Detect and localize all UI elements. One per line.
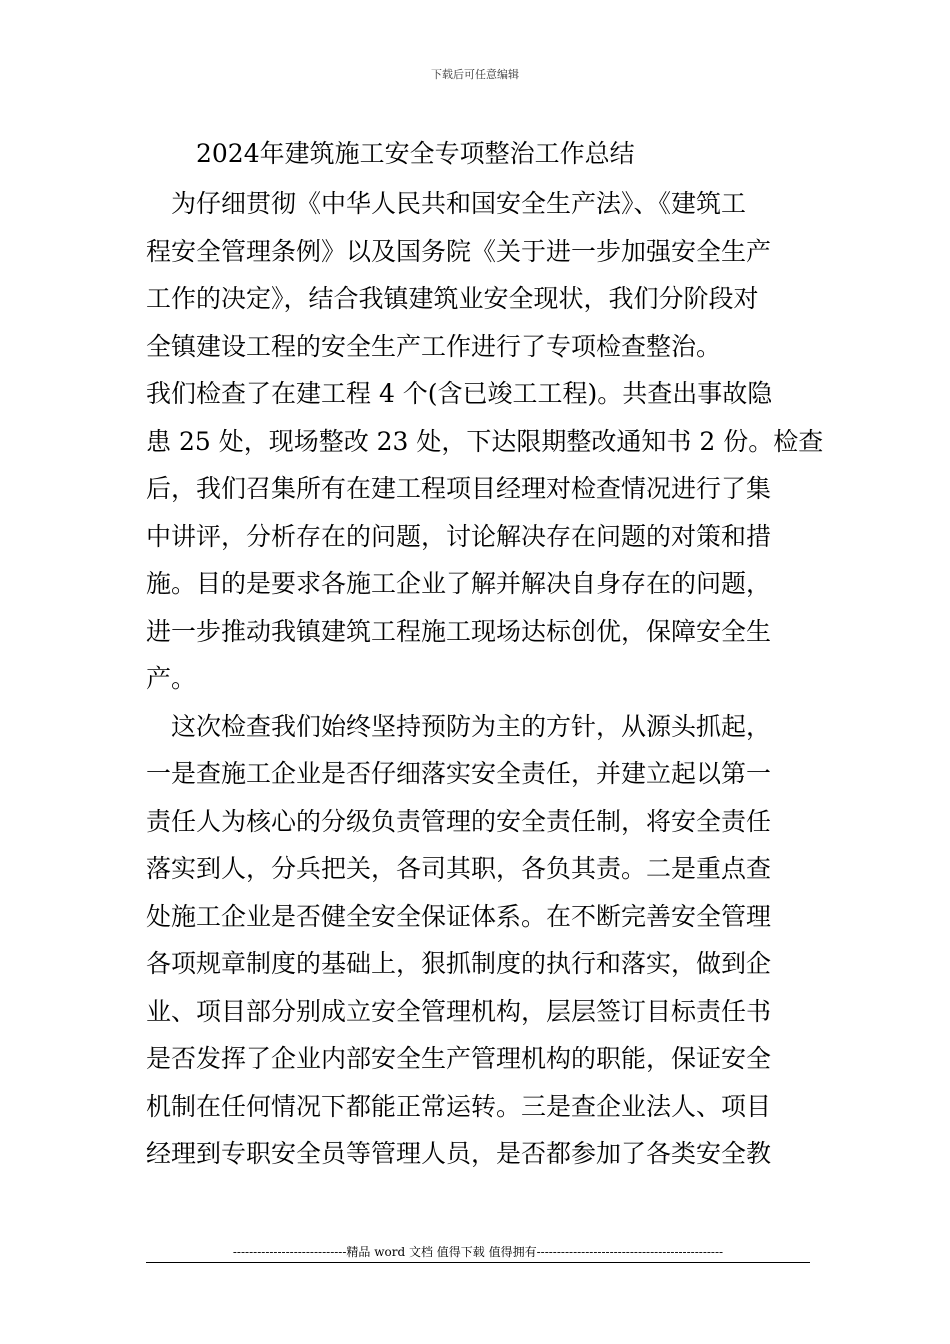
document-body — [146, 180, 824, 1178]
footer-rule — [146, 1262, 810, 1263]
text-line: 施。目的是要求各施工企业了解并解决自身存在的问题， — [146, 569, 772, 598]
text-line: 程安全管理条例》以及国务院《关于进一步加强安全生产 — [146, 236, 772, 266]
text-line: 全镇建设工程的安全生产工作进行了专项检查整治。 — [146, 331, 722, 361]
text-line: 这次检查我们始终坚持预防为主的方针，从源头抓起， — [146, 711, 772, 741]
text-line: 是否发挥了企业内部安全生产管理机构的职能，保证安全 — [146, 1044, 772, 1073]
document-title: 2024年建筑施工安全专项整治工作总结 — [196, 139, 635, 168]
text-line: 落实到人，分兵把关，各司其职，各负其责。二是重点查 — [146, 854, 772, 883]
text-line: 业、项目部分别成立安全管理机构，层层签订目标责任书 — [146, 996, 772, 1026]
text-line: 为仔细贯彻《中华人民共和国安全生产法》、《建筑工 — [146, 189, 747, 218]
text-line: 我们检查了在建工程 4 个(含已竣工工程)。共查出事故隐 — [146, 379, 773, 408]
text-line: 机制在任何情况下都能正常运转。三是查企业法人、项目 — [146, 1091, 772, 1121]
text-line: 产。 — [146, 664, 197, 693]
text-line: 患 25 处，现场整改 23 处，下达限期整改通知书 2 份。检查 — [146, 426, 824, 456]
text-line: 进一步推动我镇建筑工程施工现场达标创优，保障安全生 — [146, 616, 772, 646]
text-line: 一是查施工企业是否仔细落实安全责任，并建立起以第一 — [146, 759, 772, 788]
page-header: 下载后可任意编辑 — [431, 68, 519, 81]
text-line: 经理到专职安全员等管理人员，是否都参加了各类安全教 — [146, 1139, 772, 1168]
text-line: 处施工企业是否健全安全保证体系。在不断完善安全管理 — [146, 901, 772, 931]
text-line: 中讲评，分析存在的问题，讨论解决存在问题的对策和措 — [146, 521, 772, 551]
text-line: 各项规章制度的基础上，狠抓制度的执行和落实，做到企 — [146, 949, 772, 978]
text-line: 责任人为核心的分级负责管理的安全责任制，将安全责任 — [146, 806, 772, 836]
page-footer: ----------------------------精品 word 文档 值得下载 值得拥有---------------------------------------------- — [232, 1245, 724, 1259]
text-line: 后，我们召集所有在建工程项目经理对检查情况进行了集 — [146, 474, 772, 503]
text-line: 工作的决定》，结合我镇建筑业安全现状，我们分阶段对 — [146, 284, 759, 313]
